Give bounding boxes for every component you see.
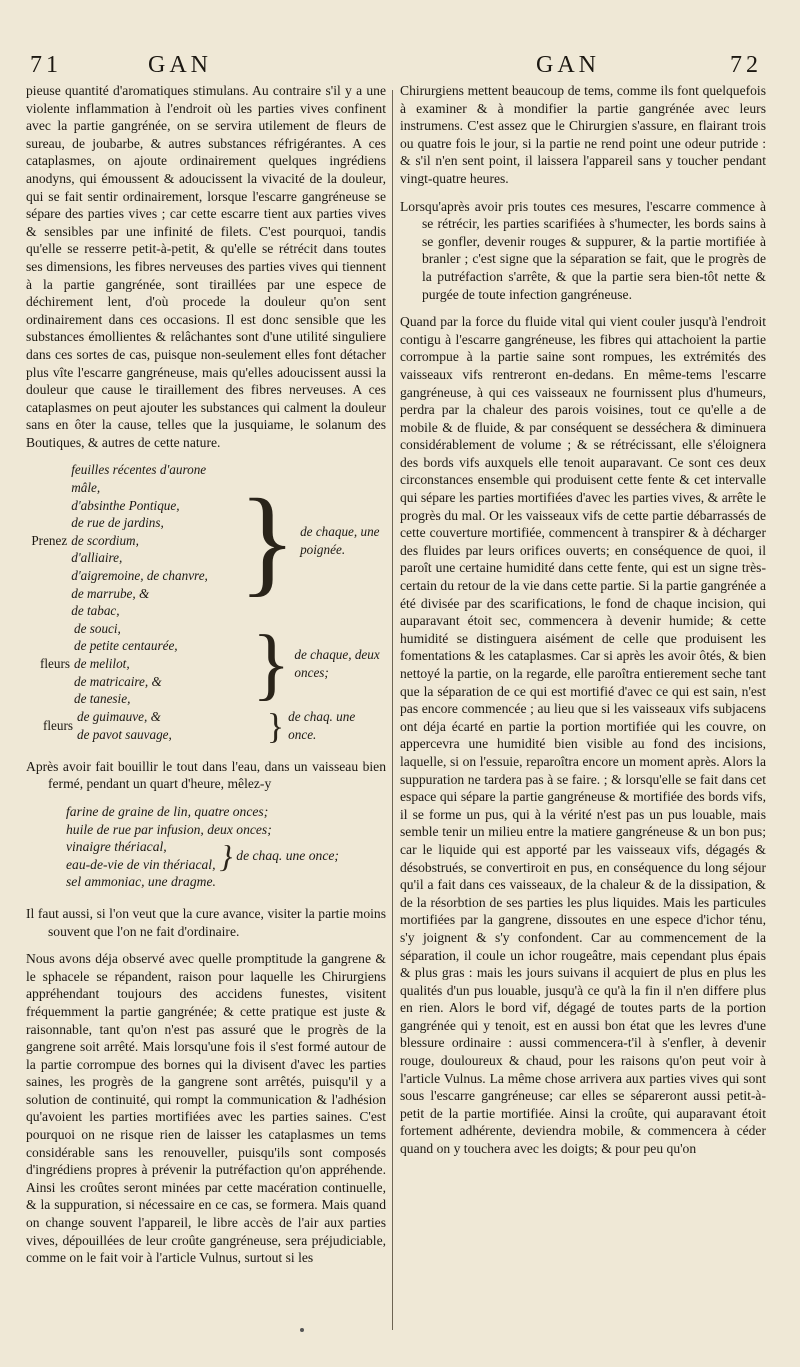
ingredient: de petite centaurée, <box>73 638 178 654</box>
ingredient: de matricaire, & <box>73 673 162 689</box>
recipe-lead: Prenez <box>31 532 68 548</box>
paragraph: Après avoir fait bouillir le tout dans l'eau, dans un vaisseau bien fermé, pendant un quart d'heure, mêlez-y <box>26 758 386 792</box>
formula-line: farine de graine de lin, quatre onces; <box>66 803 269 819</box>
ingredient-list <box>71 461 234 619</box>
ingredient: de tabac, <box>71 603 120 619</box>
recipe-lead: fleurs <box>42 717 73 733</box>
recipe-group <box>26 705 386 746</box>
dose: de chaque, une poignée. <box>300 524 380 557</box>
recipe-group <box>26 461 386 619</box>
formula-line: sel ammoniac, une dragme. <box>66 874 216 890</box>
page-mark <box>300 1328 304 1332</box>
paragraph: pieuse quantité d'aromatiques stimulans. Au contraire s'il y a une violente inflammation à l'endroit où les parties vives confinent avec la partie gangrénée, on se servira utilement de fleurs de sureau, de joubarbe, & autres substances réfrigérantes. A ces cataplasmes, on ajoute ordinairement quelques ingrédiens anodyns, qui émoussent & adoucissent la vivacité de la douleur, qui se fait sentir ordinairement, lorsque l'escarre gangréneuse se sépare des parties vives ; car cette escarre tient aux parties vives & sensibles par une infinité de filets. C'est pourquoi, tandis qu'elle se resserre petit-à-petit, & qu'elle se rétrécit dans toutes ses dimensions, les fibres nerveuses des parties vives qui tiennent à la partie gangrénée, sont tiraillées par une espece de déchirement lent, d'où procede la douleur qu'on sent ordinairement dans ces occasions. Il est donc sensible que les substances émollientes & relâchantes sont d'une utilité singuliere dans ces sortes de cas, puisque non-seulement elles font détacher plus vîte l'escarre gangréneuse, mais qu'elles adoucissent aussi la douleur que cause le tiraillement des fibres nerveuses. A ces cataplasmes on peut ajouter les substances qui calment la douleur sans en ôter la cause, telles que la jusquiame, le solanum des Boutiques, & autres de cette nature. <box>26 83 386 450</box>
right-page-number: 72 <box>730 52 762 78</box>
ingredient: d'aigremoine, de chanvre, <box>71 568 208 584</box>
ingredient-list <box>74 620 248 708</box>
ingredient: de melilot, <box>73 656 130 671</box>
formula <box>66 803 386 891</box>
left-page-number: 71 <box>30 52 62 78</box>
left-column <box>26 82 386 1277</box>
left-running-title: GAN <box>148 52 212 78</box>
formula-group <box>66 838 386 873</box>
brace: } <box>219 837 233 874</box>
paragraph: Quand par la force du fluide vital qui vient couler jusqu'à l'endroit contigu à l'escarre gangréneuse, les fibres qui attachoient la partie corrompue à la partie saine sont rompues, les extrémités des vaisseaux vifs rentreront en-dedans. En même-tems l'escarre gangréneuse, à qui ces vaisseaux ne fournissent plus d'humeurs, perdra par la chaleur des parois voisines, tout ce qu'elle a de mobile & de fluide, & par conséquent se desséchera & diminuera considérablement de volume ; & se rétrécissant, elle s'éloignera des bords vifs auxquels elle tenoit auparavant. Ce sont ces deux circonstances ensemble qui produisent cette fente & cet intervalle qui sépare les parties mortifiées d'avec les parties vives, & arrête le progrès du mal. Or les vaisseaux vifs de cette partie débarrassés de cette couverture mortifiée, commencent à transpirer & à décharger des fluides par leurs orifices ouverts; en conséquence de quoi, il paroît une certaine humidité dans cette fente, qui est un signe très-certain du retour de la vie dans cette partie. Si la partie gangrénée a été divisée par des scarifications, le fond de chaque incision, qui auparavant étoit sec, commencera à devenir humide; & cette humidité se distinguera aisément de celle que produisent les fomentations & les cataplasmes. Car si après les avoir ôtés, & bien nettoyé la partie, on la regarde, elle paroîtra entierement seche tant que la séparation de ce qui est mortifié d'avec ce qui est sain, n'est pas encore commencée ; au lieu que si les vaisseaux vifs subjacens ont déja écarté en partie la portion mortifiée qui les couvre, on appercevra une humidité bien visible au fond des incisions, laquelle, si on l'essuie, reparoîtra encore un moment après. Alors la suppuration ne tardera pas à se faire. ; & lorsqu'elle se fait dans cet espace qui sépare la partie gangréneuse & mortifiée des bords vifs, il se forme un pus, qui à la vérité n'est pas un pus louable, mais semble tenir un milieu entre la matiere gangréneuse & un bon pus; car le liquide qui est apporté par les vaisseaux vifs, dégagés & désobstrués, se convertiroit en pus, en conséquence du long séjour qu'il a fait dans ces vaisseaux, de la chaleur & de la dissipation, & de la résorbtion de ses parties les plus liquides. Mais les particules mortifiées par la gangrene, dissoutes en une espece d'ichor ténu, s'y joignent & s'y confondent. Car au commencement de la séparation, il coule un ichor rougeâtre, mais cependant plus épais & plus gras : mais les jours suivans il acquiert de plus en plus les qualités d'un pus louable, jusqu'à ce qu'à la fin il n'en differe plus en rien. Alors le bord vif, dégagé de toutes parts de la portion gangrénée qui y tenoit, est en aussi bon état que les levres d'une blessure ordinaire : aussi commencera-t'il à s'enfler, à devenir rouge, douloureux & chaud, pour les raisons qu'on peut voir à l'article Vulnus. La même chose arrivera aux parties vives qui sont sous l'escarre gangréneuse; car elles se sépareront aussi petit-à-petit de la partie mortifiée. Ainsi la croûte, qui auparavant étoit fortement adhérente, deviendra mobile, & commencera à céder quand on y touchera avec les doigts; & pour peu qu'on <box>400 314 766 1157</box>
ingredient: d'alliaire, <box>71 550 123 566</box>
ingredient: de pavot sauvage, <box>76 726 172 742</box>
ingredient: de rue de jardins, <box>71 515 164 531</box>
brace: } <box>266 705 285 746</box>
column-divider <box>392 90 393 1330</box>
ingredient: de tanesie, <box>73 691 131 707</box>
formula-lines <box>66 838 215 873</box>
paragraph: Il faut aussi, si l'on veut que la cure avance, visiter la partie moins souvent que l'on ne fait d'ordinaire. <box>26 905 386 939</box>
paragraph: Chirurgiens mettent beaucoup de tems, comme ils font quelquefois à examiner & à mondifier la partie gangrénée avec leurs instrumens. C'est assez que le Chirurgien s'assure, en flairant trois ou quatre fois le jour, si la partie ne rend point une odeur putride : & s'il n'en sent point, il laissera l'appareil sans y toucher pendant vingt-quatre heures. <box>400 83 766 186</box>
recipe-group <box>26 620 386 708</box>
running-header <box>0 52 800 84</box>
paragraph: Nous avons déja observé avec quelle promptitude la gangrene & le sphacele se répandent, raison pour laquelle les Chirurgiens appréhendant toujours des accidens funestes, visitent fréquemment la partie gangrénée; & cette pratique est juste & raisonnable, tant qu'on n'est pas assuré que le progrès de la gangrene soit arrêté. Mais lorsqu'une fois il s'est formé autour de la partie corrompue des bornes qui la divisent d'avec les parties saines, les progrès de la gangrene sont arrêtés, puisqu'il y a solution de continuité, qui rompt la communication & l'adhésion qu'avoient les parties mortifiées avec les parties saines. C'est pourquoi on ne risque rien de laisser les cataplasmes un tems considérable sans les renouveller, puisqu'ils sont composés d'ingrédiens propres à prévenir la putréfaction qu'on appréhende. Ainsi les croûtes seront minées par cette macération continuelle, & la suppuration, si nécessaire en ce cas, se formera. Mais quand on change souvent l'appareil, le libre accès de l'air aux parties vives, dépouillées de leur croûte gangréneuse, sera préjudiciable, comme on le fait voir à l'article Vulnus, surtout si les <box>26 951 386 1266</box>
brace: } <box>252 619 291 708</box>
ingredient: d'absinthe Pontique, <box>71 497 180 513</box>
dose: de chaque, deux onces; <box>294 647 380 680</box>
formula-line: huile de rue par infusion, deux onces; <box>66 821 272 837</box>
brace: } <box>238 473 297 607</box>
ingredient: feuilles récentes d'aurone mâle, <box>71 462 207 496</box>
formula-line: vinaigre thériacal, <box>66 839 167 855</box>
paragraph: Lorsqu'après avoir pris toutes ces mesures, l'escarre commence à se rétrécir, les parties scarifiées à s'humecter, les bords sains à se gonfler, devenir rouges & suppurer, & la partie mortifiée à branler ; c'est signe que la séparation se fait, que le progrès de la putréfaction s'arrête, & que la partie sera bien-tôt nette & purgée de toute infection gangréneuse. <box>400 198 766 302</box>
ingredient: de marrube, & <box>71 585 150 601</box>
ingredient-list <box>77 708 263 743</box>
dose: de chaq. une once. <box>288 709 356 742</box>
right-column <box>400 82 766 1168</box>
recipe <box>26 461 386 746</box>
right-running-title: GAN <box>536 52 600 78</box>
dose: de chaq. une once; <box>236 847 339 863</box>
recipe-lead: fleurs <box>39 656 70 671</box>
ingredient: de scordium, <box>71 532 139 548</box>
formula-line: eau-de-vie de vin thériacal, <box>66 856 216 872</box>
ingredient: de guimauve, & <box>76 709 161 725</box>
ingredient: de souci, <box>73 620 121 636</box>
